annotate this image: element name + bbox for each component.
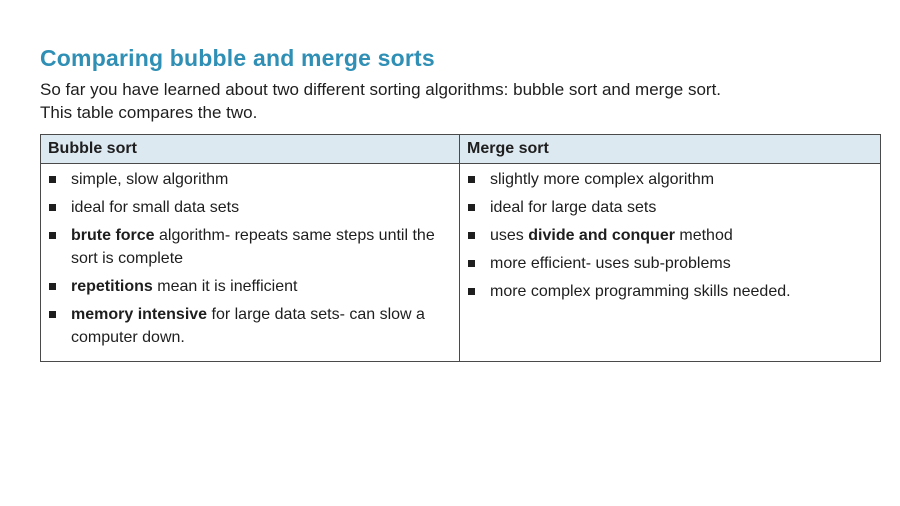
intro-line-1: So far you have learned about two different sorting algorithms: bubble sort and merge sort. — [40, 80, 722, 99]
list-item — [467, 196, 873, 219]
list-item-text: more efficient- uses sub-problems — [490, 255, 731, 272]
header-merge-sort: Merge sort — [460, 135, 881, 164]
bubble-sort-cell — [41, 164, 460, 362]
square-bullet-icon — [49, 176, 56, 183]
list-item-text: ideal for large data sets — [490, 199, 657, 216]
square-bullet-icon — [468, 232, 475, 239]
list-item-text: slightly more complex algorithm — [490, 171, 715, 188]
list-item-text: simple, slow algorithm — [71, 171, 229, 188]
list-item — [48, 275, 452, 298]
square-bullet-icon — [49, 232, 56, 239]
list-item-text: more complex programming skills needed. — [490, 283, 791, 300]
bubble-sort-list — [48, 168, 452, 349]
list-item — [48, 224, 452, 270]
list-item — [467, 252, 873, 275]
list-item — [48, 196, 452, 219]
intro-paragraph — [40, 78, 850, 124]
square-bullet-icon — [49, 283, 56, 290]
list-item-keyword: divide and conquer — [528, 227, 675, 244]
square-bullet-icon — [49, 204, 56, 211]
merge-sort-list — [467, 168, 873, 303]
section-heading: Comparing bubble and merge sorts — [40, 45, 435, 71]
square-bullet-icon — [468, 176, 475, 183]
square-bullet-icon — [468, 288, 475, 295]
list-item-text: mean it is inefficient — [152, 278, 298, 295]
comparison-table — [40, 134, 881, 362]
square-bullet-icon — [468, 260, 475, 267]
list-item — [48, 168, 452, 191]
list-item-keyword: memory intensive — [71, 306, 208, 323]
header-bubble-sort: Bubble sort — [41, 135, 460, 164]
list-item-text: ideal for small data sets — [71, 199, 240, 216]
table-row — [41, 164, 881, 362]
merge-sort-cell — [460, 164, 881, 362]
list-item-text: algorithm- repeats same steps until the sort is complete — [71, 227, 435, 267]
list-item-keyword: repetitions — [71, 278, 153, 295]
square-bullet-icon — [468, 204, 475, 211]
table-header-row — [41, 135, 881, 164]
list-item-text: uses — [490, 227, 529, 244]
list-item-text: for large data sets- can slow a computer down. — [71, 306, 425, 346]
list-item — [48, 303, 452, 349]
list-item — [467, 224, 873, 247]
list-item-text-suffix: method — [674, 227, 733, 244]
list-item-keyword: brute force — [71, 227, 155, 244]
list-item — [467, 168, 873, 191]
intro-line-2: This table compares the two. — [40, 103, 258, 122]
list-item — [467, 280, 873, 303]
square-bullet-icon — [49, 311, 56, 318]
page — [40, 40, 850, 362]
